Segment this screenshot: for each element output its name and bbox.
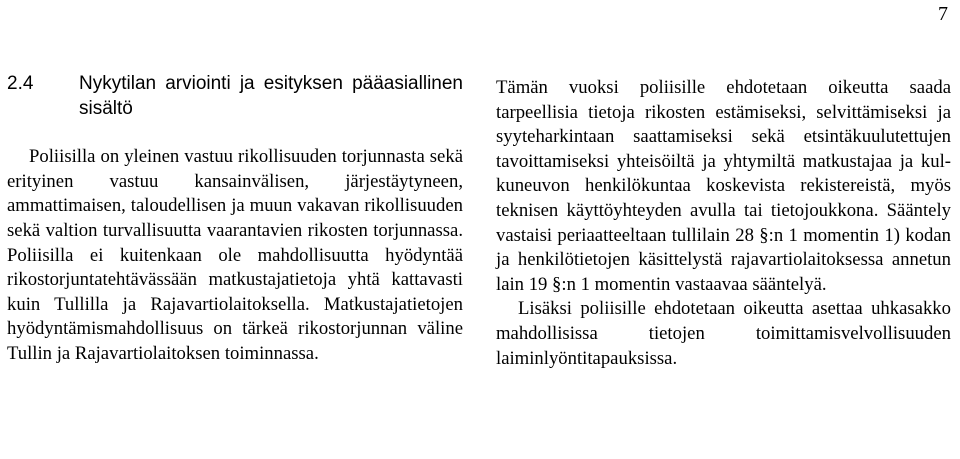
section-title: Nykytilan arviointi ja esityksen pääasiallinen sisältö [79,73,463,119]
left-paragraph-1: Poliisilla on yleinen vastuu rikollisuuden torjunnasta sekä erityinen vastuu kansainvälisen, järjestäytyneen, ammattimaisen, taloudellisen ja muun vakavan rikollisuuden sekä valtion turvallisuutta vaarantavien rikosten torjunnassa. Poliisilla ei kuitenkaan ole mahdollisuutta hyödyntää rikostorjuntatehtävässään matkustajatietoja yhtä kattavasti kuin Tullilla ja Rajavartiolaitoksella. Matkustajatietojen hyödyntämismahdollisuus on tärkeä rikostorjunnan väline Tullin ja Rajavartiolaitoksen toiminnassa. [7,146,463,364]
section-heading [7,72,463,121]
section-number: 2.4 [7,73,34,94]
right-column [496,76,951,371]
left-column [7,72,463,367]
right-paragraph-1: Tämän vuoksi poliisille ehdotetaan oikeutta saada tarpeellisia tietoja rikosten estämiseksi, selvittämiseksi ja syyteharkintaan saattamiseksi sekä etsintäkuulutettujen tavoittamiseksi yhteisöiltä ja yhtymiltä matkustajaa ja kulkuneuvon henkilökuntaa koskevista rekistereistä, myös teknisen käyttöyhteyden avulla tai tietojoukkona. Sääntely vastaisi periaatteeltaan tullilain 28 §:n 1 momentin 1) kodan ja henkilötietojen käsittelystä rajavartiolaitoksessa annetun lain 19 §:n 1 momentin vastaavaa sääntelyä. [496,77,951,295]
right-paragraph-2: Lisäksi poliisille ehdotetaan oikeutta asettaa uhkasakko mahdollisissa tietojen toimittamisvelvollisuuden laiminlyöntitapauksissa. [496,298,951,369]
page-number: 7 [938,3,948,25]
